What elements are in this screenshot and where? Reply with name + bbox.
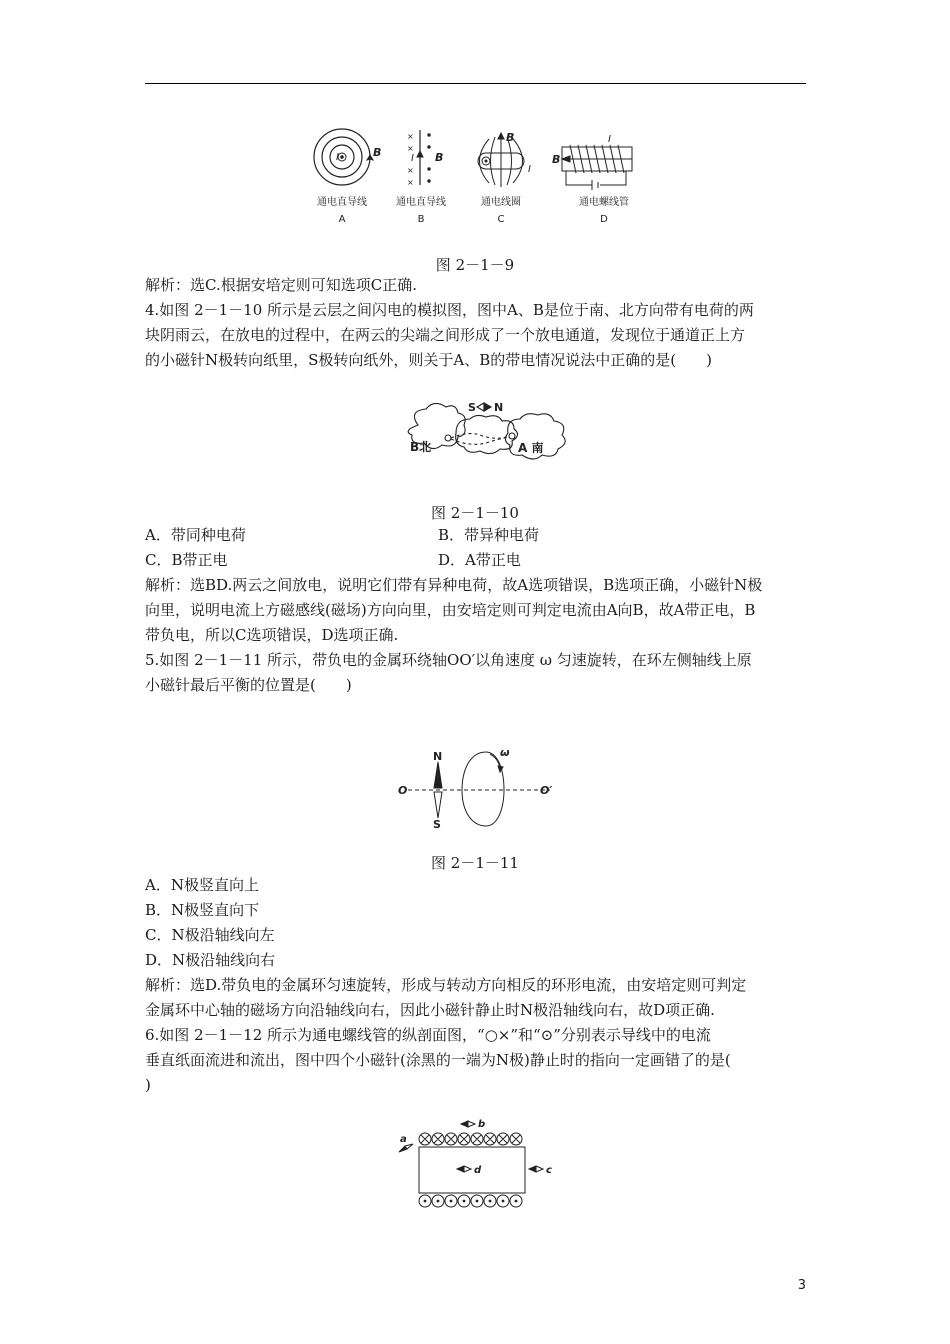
- omega-label: ω: [500, 746, 510, 759]
- q6-line-1: 6.如图 2－1－12 所示为通电螺线管的纵剖面图，“○×”和“⊙”分别表示导线中的电流: [145, 1026, 711, 1044]
- svg-text:I: I: [411, 153, 414, 164]
- svg-text:B: B: [435, 151, 444, 164]
- panel-c-letter: C: [497, 214, 505, 225]
- panel-c-drawing: [478, 133, 524, 187]
- panel-b-letter: B: [417, 214, 425, 225]
- q4-option-d: D．A带正电: [438, 551, 521, 569]
- svg-text:×: ×: [407, 178, 414, 187]
- q4-line-3: 的小磁针N极转向纸里，S极转向纸外，则关于A、B的带电情况说法中正确的是( ): [145, 351, 712, 369]
- q5-option-c: C．N极沿轴线向左: [145, 926, 275, 944]
- metal-ring: [462, 752, 504, 826]
- svg-text:I: I: [528, 164, 531, 175]
- svg-text:B: B: [506, 131, 515, 144]
- q5-option-b: B．N极竖直向下: [145, 901, 260, 919]
- axis-o-label: O: [398, 784, 408, 797]
- q5-line-1: 5.如图 2－1－11 所示，带负电的金属环绕轴OO′以角速度 ω 匀速旋转，在环左侧轴线上原: [145, 651, 752, 669]
- svg-text:×: ×: [407, 132, 414, 141]
- figure-2-1-12: [395, 1115, 565, 1215]
- panel-a-drawing: [314, 129, 373, 185]
- q4-option-b: B．带异种电荷: [438, 526, 540, 544]
- q4-line-2: 块阴雨云，在放电的过程中，在两云的尖端之间形成了一个放电通道，发现位于通道正上方: [145, 326, 746, 344]
- panel-b-drawing: [417, 130, 430, 185]
- needle-d-label: d: [474, 1165, 482, 1176]
- figure-caption-2-1-10: 图 2－1－10: [431, 504, 519, 522]
- q4-analysis-2: 向里，说明电流上方磁感线(磁场)方向向里，由安培定则可判定电流由A向B，故A带正电，B: [145, 601, 756, 619]
- q4-option-c: C．B带正电: [145, 551, 228, 569]
- q5-option-d: D．N极沿轴线向右: [145, 951, 276, 969]
- q6-line-2: 垂直纸面流进和流出，图中四个小磁针(涂黑的一端为N极)静止时的指向一定画错了的是(: [145, 1051, 731, 1069]
- panel-d-drawing: [562, 145, 632, 190]
- compass-n-label: N: [433, 750, 443, 763]
- svg-text:×: ×: [407, 144, 414, 153]
- q5-line-2: 小磁针最后平衡的位置是( ): [145, 676, 352, 694]
- panel-d-label: 通电螺线管: [579, 197, 629, 208]
- svg-text:B: B: [373, 146, 382, 159]
- figure-2-1-9: [300, 125, 650, 230]
- figure-2-1-11: [390, 740, 570, 830]
- needle-south-half: [434, 792, 442, 818]
- panel-a-letter: A: [338, 214, 346, 225]
- figure-2-1-10: [388, 395, 588, 475]
- page-number: 3: [797, 1278, 806, 1293]
- needle-c-label: c: [546, 1165, 552, 1176]
- q4-analysis-3: 带负电，所以C选项错误，D选项正确.: [145, 626, 399, 644]
- q5-option-a: A．N极竖直向上: [145, 876, 259, 894]
- panel-b-label: 通电直导线: [396, 197, 446, 208]
- needle-north-half: [434, 762, 442, 788]
- needle-b-label: b: [478, 1119, 486, 1130]
- svg-text:I: I: [608, 134, 611, 145]
- cloud-a-label: A 南: [518, 441, 544, 455]
- svg-text:×: ×: [407, 166, 414, 175]
- needle-n-label: N: [494, 401, 504, 414]
- q5-analysis-1: 解析：选D.带负电的金属环匀速旋转，形成与转动方向相反的环形电流，由安培定则可判定: [145, 976, 747, 994]
- figure-caption-2-1-9: 图 2－1－9: [435, 256, 515, 274]
- compass-s-label: S: [433, 818, 441, 830]
- panel-d-letter: D: [600, 214, 608, 225]
- q3-analysis: 解析：选C.根据安培定则可知选项C正确.: [145, 276, 417, 294]
- panel-c-label: 通电线圈: [481, 197, 521, 208]
- needle-s-label: S: [468, 401, 476, 414]
- q4-line-1: 4.如图 2－1－10 所示是云层之间闪电的模拟图，图中A、B是位于南、北方向带有电荷的两: [145, 301, 754, 319]
- svg-text:B: B: [552, 153, 561, 166]
- figure-caption-2-1-11: 图 2－1－11: [431, 854, 519, 872]
- panel-a-label: 通电直导线: [317, 197, 367, 208]
- header-rule: [145, 83, 806, 84]
- q4-analysis-1: 解析：选BD.两云之间放电，说明它们带有异种电荷，故A选项错误，B选项正确，小磁针N极: [145, 576, 763, 594]
- q6-line-3: ): [145, 1076, 151, 1094]
- axis-o-prime-label: O′: [540, 784, 553, 797]
- q5-analysis-2: 金属环中心轴的磁场方向沿轴线向右，因此小磁针静止时N极沿轴线向右，故D项正确.: [145, 1001, 715, 1019]
- svg-text:I: I: [336, 152, 339, 163]
- q4-option-a: A．带同种电荷: [145, 526, 246, 544]
- needle-a-label: a: [400, 1134, 407, 1145]
- cloud-b-label: B北: [410, 440, 432, 454]
